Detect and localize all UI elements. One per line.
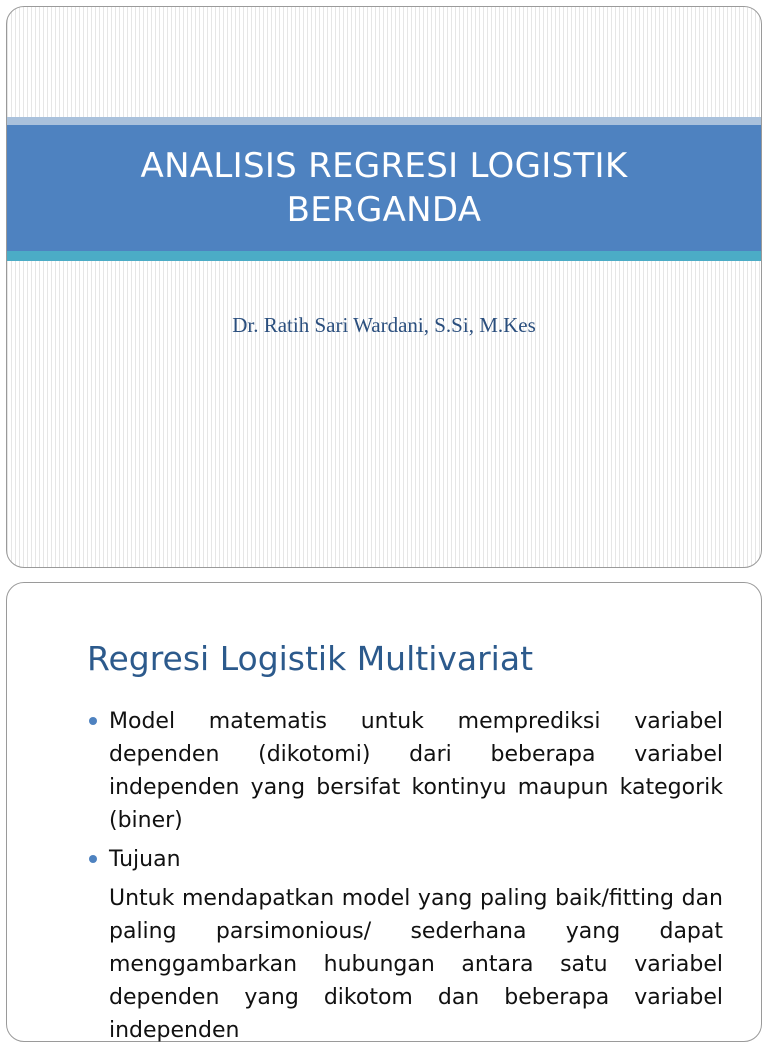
bullet-item-model [87,705,723,837]
bullet-dot-icon [89,855,97,863]
title-top-strip [7,117,761,125]
slide-1 [6,6,762,568]
slide-content [87,705,723,1047]
bullet-text-model: Model matematis untuk memprediksi variabel dependen (dikotomi) dari beberapa variabel independen yang bersifat kontinyu maupun kategorik (biner) [109,709,723,833]
title-bottom-strip [7,251,761,261]
author-name: Dr. Ratih Sari Wardani, S.Si, M.Kes [232,313,536,337]
bullet-text-tujuan: Tujuan [109,847,181,872]
slide-2 [6,582,762,1042]
tujuan-paragraph: Untuk mendapatkan model yang paling baik/fitting dan paling parsimonious/ sederhana yang dapat menggambarkan hubungan antara satu variabel dependen yang dikotom dan beberapa variabel independen [109,886,723,1043]
bullet-dot-icon [89,717,97,725]
slide-title-line-1: ANALISIS REGRESI LOGISTIK [140,146,628,186]
title-band [7,125,761,251]
slide-title-line-2: BERGANDA [286,190,482,230]
bullet-item-tujuan [87,843,723,876]
slide-heading: Regresi Logistik Multivariat [87,639,534,678]
